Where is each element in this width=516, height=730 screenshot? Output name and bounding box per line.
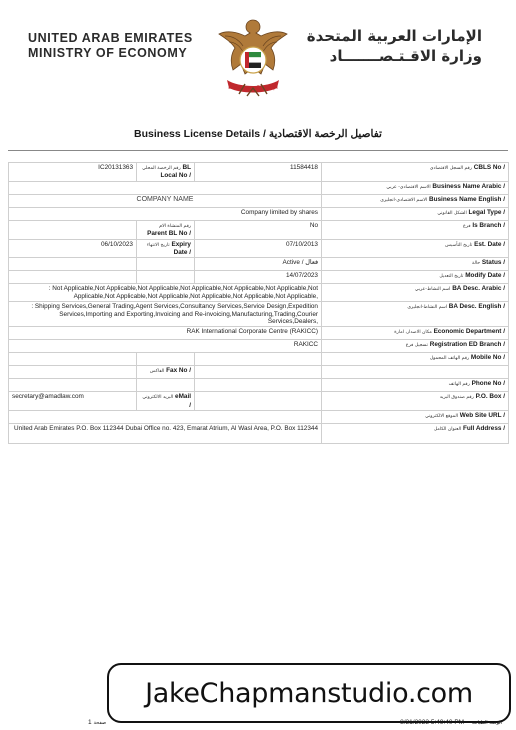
document-title: Business License Details / تفاصيل الرخصة الاقتصادية bbox=[134, 128, 382, 140]
field-label-english: Est. Date / bbox=[474, 240, 505, 248]
field-label-english: Full Address / bbox=[462, 425, 505, 433]
field-label-english: Economic Department / bbox=[433, 328, 505, 336]
field-label-arabic: رقم الهاتف المحمول bbox=[429, 356, 470, 362]
field-label bbox=[322, 284, 509, 302]
ministry-line-english: MINISTRY OF ECONOMY bbox=[28, 46, 188, 60]
field-label bbox=[322, 194, 509, 207]
detail-row bbox=[9, 271, 509, 284]
field-label-arabic: رقم الهاتف bbox=[448, 382, 470, 388]
field-value: 06/10/2023 bbox=[9, 239, 137, 258]
ministry-name-arabic bbox=[307, 26, 482, 66]
detail-row bbox=[9, 340, 509, 353]
field-label-english: Expiry Date / bbox=[171, 240, 191, 257]
field-label-english: CBLS No / bbox=[473, 164, 505, 171]
field-label-english: Business Name Arabic / bbox=[432, 182, 505, 190]
field-value: RAKICC bbox=[9, 340, 322, 353]
field-value: : Not Applicable,Not Applicable,Not Applicable,Not Applicable,Not Applicable,Not Applicable,Not Applicable,Not Applicable,Not Applicable,Not Applicable,Not Applicable,Not Applicable, bbox=[9, 284, 322, 302]
field-label bbox=[137, 239, 195, 258]
detail-row bbox=[9, 239, 509, 258]
field-label bbox=[322, 302, 509, 327]
field-label-arabic: رقم المنشاة الام bbox=[159, 223, 191, 229]
detail-row bbox=[9, 392, 509, 411]
page-footer bbox=[0, 719, 516, 730]
country-name-english: UNITED ARAB EMIRATES bbox=[28, 31, 193, 45]
field-value: 11584418 bbox=[195, 163, 322, 182]
field-label-english: Fax No / bbox=[166, 367, 191, 375]
field-label bbox=[137, 258, 195, 271]
field-label bbox=[322, 327, 509, 340]
field-label-arabic: اسم النشاط-عربي bbox=[414, 287, 451, 293]
field-label-english: Phone No / bbox=[471, 380, 505, 388]
document-header bbox=[0, 0, 516, 110]
field-label-arabic: فرع bbox=[463, 223, 471, 229]
field-label-arabic: حالة bbox=[472, 261, 481, 267]
field-value bbox=[9, 258, 137, 271]
field-label-english: BA Desc. English / bbox=[448, 303, 505, 311]
field-label bbox=[322, 181, 509, 194]
field-label bbox=[137, 392, 195, 411]
field-label-arabic: البريد الالكتروني bbox=[142, 395, 174, 401]
field-label-english: Modify Date / bbox=[465, 272, 505, 280]
license-details-table bbox=[8, 162, 509, 444]
field-label-english: Business Name English / bbox=[428, 195, 505, 203]
field-label-arabic: العنوان الكامل bbox=[433, 427, 462, 433]
print-time-label: الوقت الطباعة bbox=[471, 720, 502, 726]
field-value bbox=[9, 366, 137, 379]
field-label-arabic: الاسم الاقتصادي-انجليزي bbox=[380, 197, 428, 203]
detail-row bbox=[9, 163, 509, 182]
field-label bbox=[137, 379, 195, 392]
field-label bbox=[137, 353, 195, 366]
field-label bbox=[322, 379, 509, 392]
print-time bbox=[400, 719, 502, 726]
field-label-arabic: الموقع الالكتروني bbox=[425, 414, 458, 420]
field-value bbox=[9, 220, 137, 239]
field-label-arabic: رقم السجل الاقتصادي bbox=[429, 166, 472, 171]
field-label-english: P.O. Box / bbox=[475, 393, 505, 401]
field-value bbox=[195, 353, 322, 366]
field-label-arabic: تاريخ الانتهاء bbox=[146, 242, 170, 248]
detail-row bbox=[9, 411, 509, 424]
field-label bbox=[322, 424, 509, 444]
field-value: RAK International Corporate Centre (RAKICC) bbox=[9, 327, 322, 340]
field-label-arabic: تسجيل فرع bbox=[405, 343, 428, 349]
field-label bbox=[322, 258, 509, 271]
field-label-arabic: رقم صندوق البريد bbox=[439, 395, 474, 401]
field-value: 07/10/2013 bbox=[195, 239, 322, 258]
field-label bbox=[137, 366, 195, 379]
field-value bbox=[9, 411, 322, 424]
field-label bbox=[322, 271, 509, 284]
field-value bbox=[195, 379, 322, 392]
field-value bbox=[9, 353, 137, 366]
title-divider bbox=[8, 150, 508, 151]
detail-row bbox=[9, 220, 509, 239]
field-label bbox=[322, 163, 509, 182]
detail-row bbox=[9, 302, 509, 327]
detail-row bbox=[9, 366, 509, 379]
detail-row bbox=[9, 379, 509, 392]
field-label bbox=[137, 271, 195, 284]
field-value: No bbox=[195, 220, 322, 239]
field-value bbox=[195, 392, 322, 411]
field-label-english: Status / bbox=[481, 259, 505, 267]
field-label-english: BA Desc. Arabic / bbox=[452, 285, 505, 293]
field-value: : Shipping Services,General Trading,Agent Services,Consultancy Services,Service Design,Expedition Services,Importing and Exporting,Invoicing and Re-invoicing,Manufacturing,Trading,Courier Services,Dealers, bbox=[9, 302, 322, 327]
uae-falcon-emblem bbox=[215, 14, 291, 100]
field-value: secretary@amadlaw.com bbox=[9, 392, 137, 411]
detail-row bbox=[9, 258, 509, 271]
detail-row bbox=[9, 424, 509, 444]
page-indicator bbox=[88, 719, 122, 726]
field-label-english: BL Local No / bbox=[160, 164, 191, 180]
field-value: Active / فعال bbox=[195, 258, 322, 271]
field-label-arabic: الاسم الاقتصادي- عربي bbox=[386, 184, 431, 190]
detail-row bbox=[9, 353, 509, 366]
field-label-english: Legal Type / bbox=[468, 208, 505, 216]
detail-row bbox=[9, 284, 509, 302]
field-value bbox=[195, 366, 322, 379]
field-label bbox=[322, 239, 509, 258]
print-time-value: 8/31/2023 5:49:40 PM bbox=[400, 719, 465, 726]
field-label-english: Web Site URL / bbox=[459, 412, 505, 420]
website-watermark: JakeChapmanstudio.com bbox=[107, 663, 511, 723]
detail-row bbox=[9, 194, 509, 207]
emblem-banner-text: الإمارات العربية المتحدة bbox=[228, 85, 278, 91]
field-label-english: eMail / bbox=[175, 393, 191, 409]
field-label-arabic: الفاكس bbox=[149, 369, 165, 375]
field-label-arabic: اسم النشاط-انجليزي bbox=[407, 305, 447, 311]
field-label-arabic: تاريخ التأسيس bbox=[445, 242, 473, 248]
detail-row bbox=[9, 181, 509, 194]
page-number: 1 bbox=[88, 719, 92, 726]
field-value bbox=[9, 271, 137, 284]
field-value: COMPANY NAME bbox=[9, 194, 322, 207]
field-label-arabic: مكان الاصدار، امارة bbox=[394, 330, 432, 336]
page-label: صفحة bbox=[93, 720, 107, 726]
field-label-arabic: رقم الرخصة المحلي bbox=[142, 166, 181, 171]
field-label-arabic: الشكل القانوني bbox=[437, 210, 467, 216]
field-label bbox=[322, 366, 509, 379]
field-value: 14/07/2023 bbox=[195, 271, 322, 284]
field-value: IC20131363 bbox=[9, 163, 137, 182]
field-label bbox=[322, 340, 509, 353]
detail-row bbox=[9, 207, 509, 220]
detail-row bbox=[9, 327, 509, 340]
ministry-line-arabic: وزارة الاقـتـصـــــــاد bbox=[329, 47, 482, 65]
field-label bbox=[322, 220, 509, 239]
field-value bbox=[9, 181, 322, 194]
field-label bbox=[322, 411, 509, 424]
field-label-english: Is Branch / bbox=[472, 221, 505, 229]
field-label-arabic: تاريخ التعديل bbox=[439, 274, 464, 280]
field-label bbox=[137, 220, 195, 239]
field-value: Company limited by shares bbox=[9, 207, 322, 220]
field-label-english: Registration ED Branch / bbox=[429, 341, 505, 349]
license-details-body bbox=[9, 163, 509, 444]
ministry-name-english bbox=[28, 31, 193, 61]
field-label bbox=[137, 163, 195, 182]
field-label bbox=[322, 353, 509, 366]
field-label-english: Mobile No / bbox=[470, 354, 505, 362]
field-label bbox=[322, 207, 509, 220]
field-value: United Arab Emirates P.O. Box 112344 Dubai Office no. 423, Emarat Atrium, Al Wasl Area, P.O. Box 112344 bbox=[9, 424, 322, 444]
field-label bbox=[322, 392, 509, 411]
country-name-arabic: الإمارات العربية المتحدة bbox=[306, 27, 482, 45]
field-value bbox=[9, 379, 137, 392]
field-label-english: Parent BL No / bbox=[147, 230, 191, 238]
